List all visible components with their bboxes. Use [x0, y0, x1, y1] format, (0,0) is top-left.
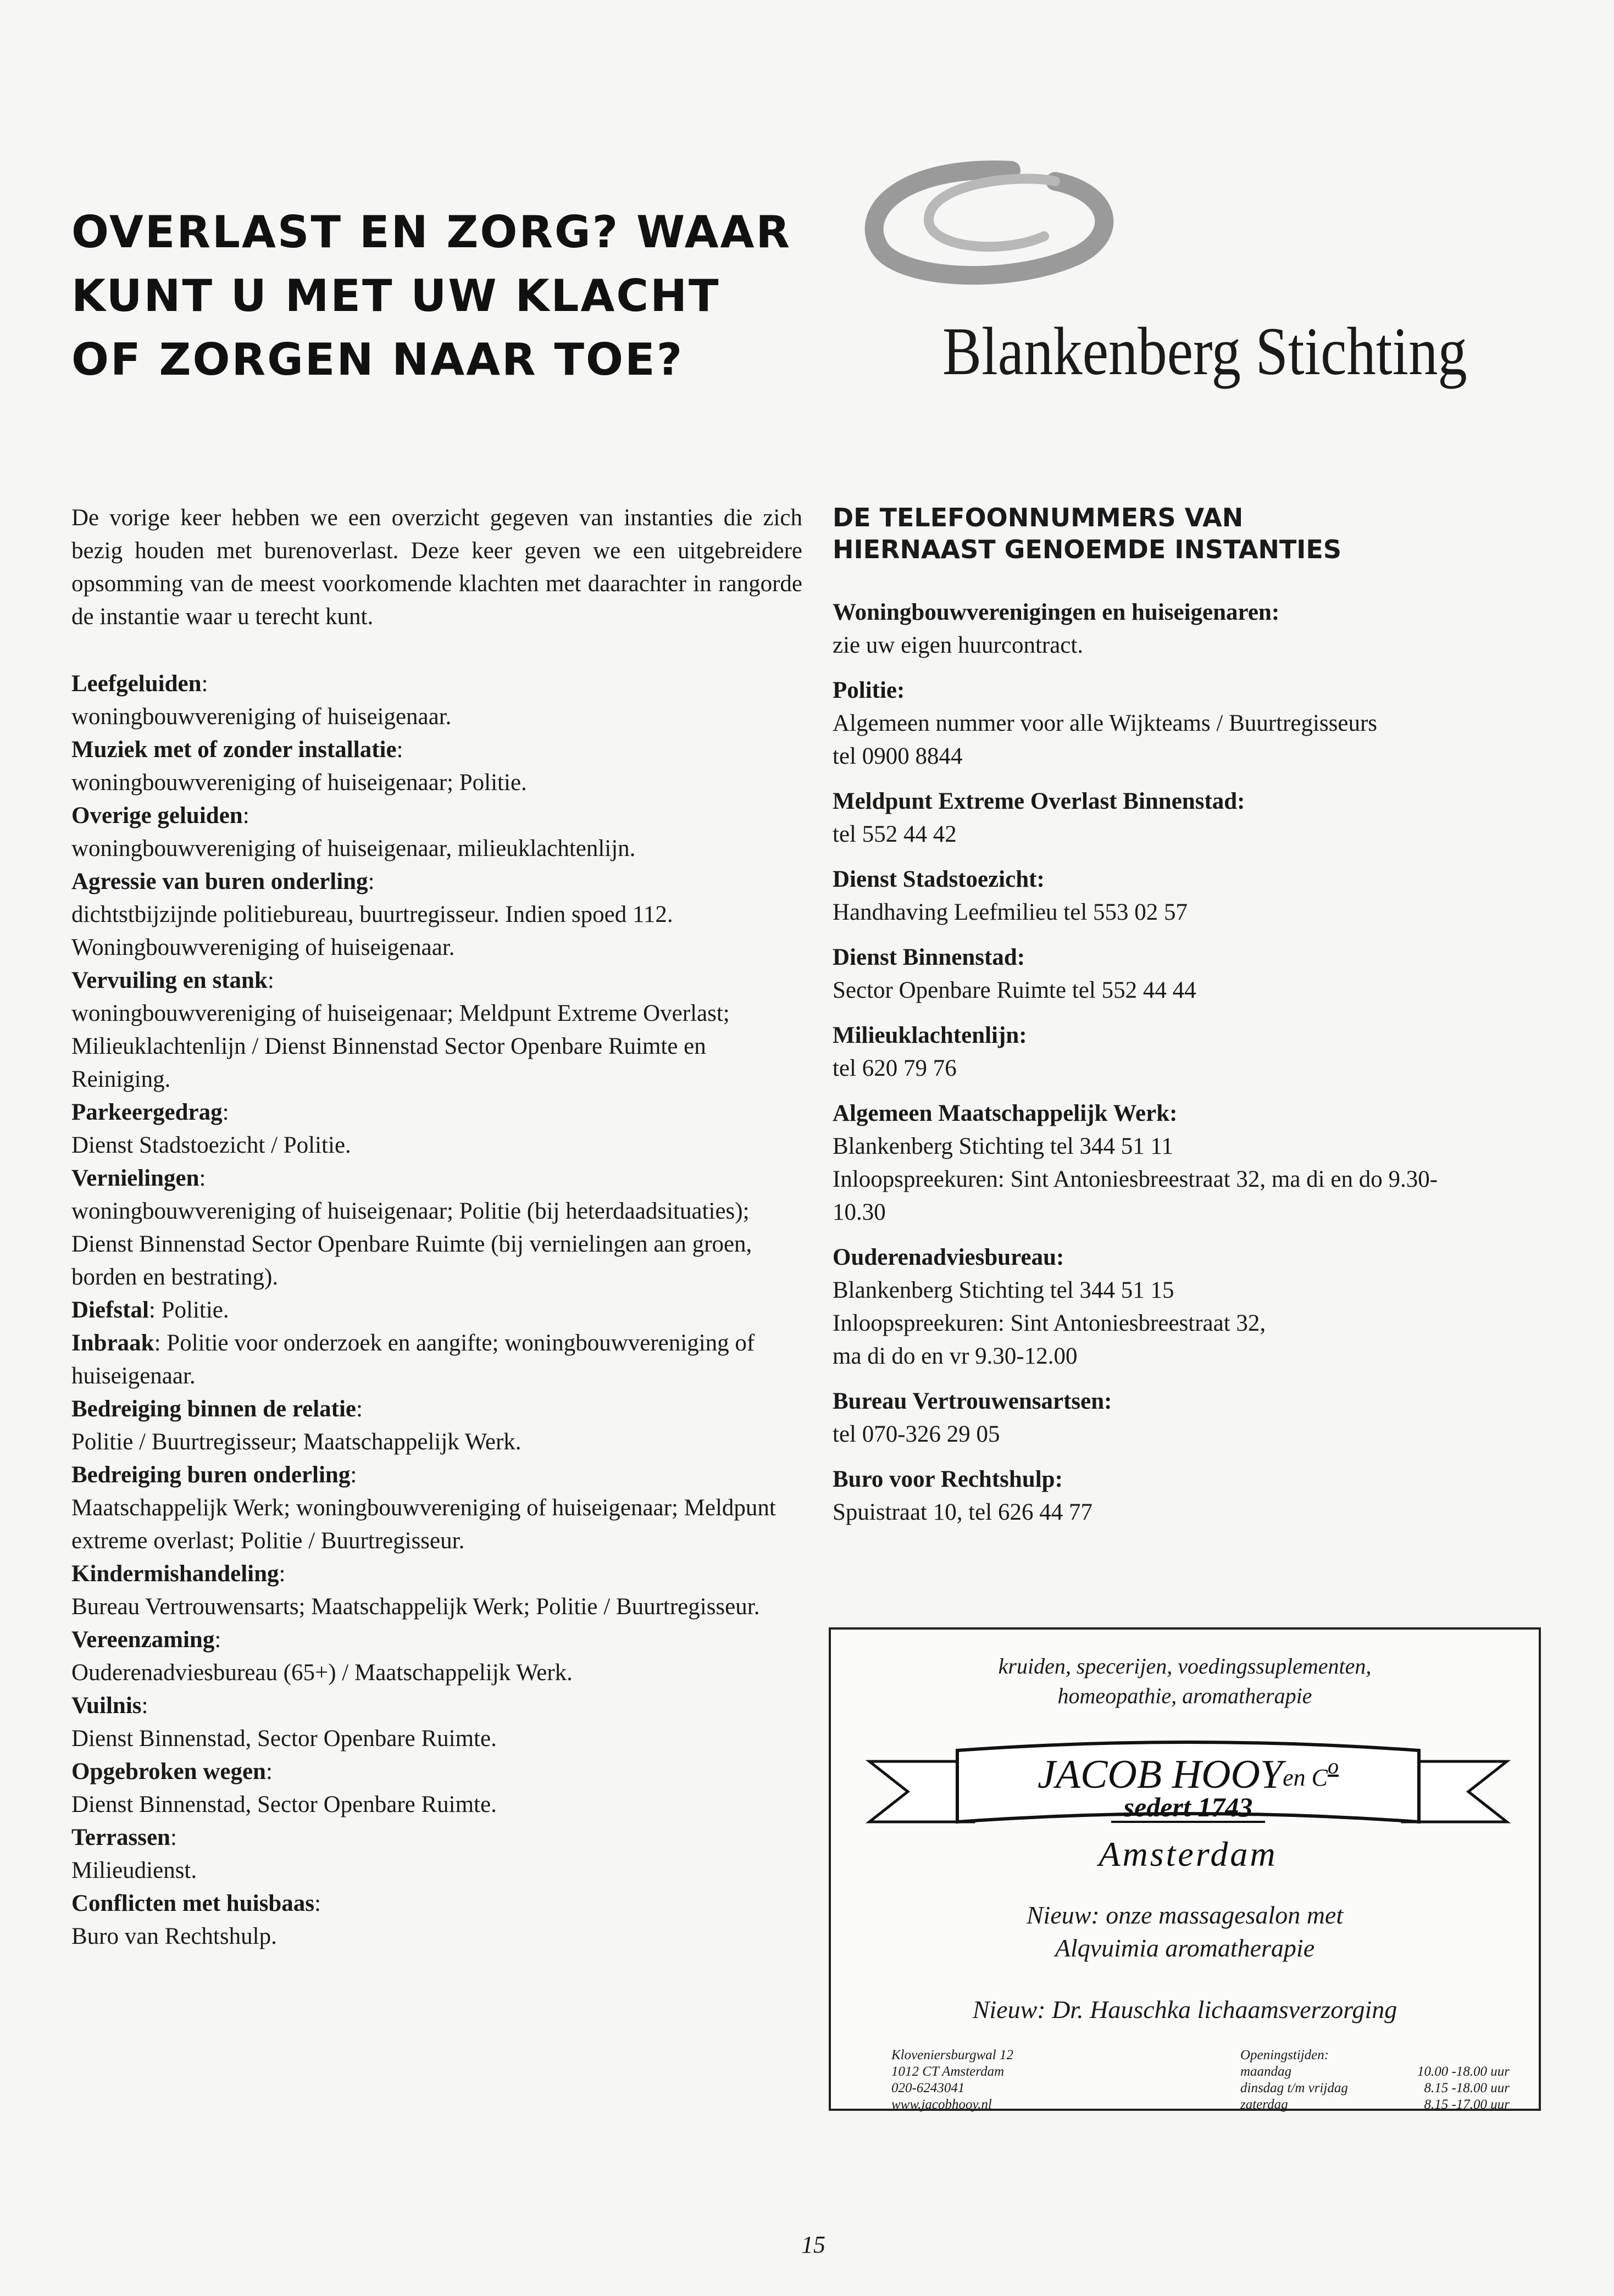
hours-time: 8.15 -17.00 uur: [1424, 2097, 1510, 2112]
complaint-entry: [71, 1096, 802, 1162]
colon: :: [201, 671, 208, 697]
contact-detail: ma di do en vr 9.30-12.00: [833, 1343, 1078, 1369]
ad-new-line: Nieuw: onze massagesalon met: [1026, 1901, 1344, 1929]
complaint-label: Conflicten met huisbaas: [71, 1891, 314, 1916]
complaint-authority: Dienst Stadstoezicht / Politie.: [71, 1132, 351, 1158]
complaint-authority: Dienst Binnenstad, Sector Openbare Ruimte.: [71, 1792, 497, 1817]
complaint-authority: Buro van Rechtshulp.: [71, 1923, 277, 1949]
contact-detail: zie uw eigen huurcontract.: [833, 632, 1084, 658]
heading-line: DE TELEFOONNUMMERS VAN: [833, 503, 1244, 532]
page-number: 15: [801, 2231, 825, 2258]
colon: :: [265, 1759, 273, 1784]
contact-entry: [833, 1241, 1541, 1373]
complaint-label: Parkeergedrag: [71, 1099, 223, 1125]
ad-opening-hours: [1235, 2064, 1510, 2113]
contact-label: Woningbouwverenigingen en huiseigenaren:: [833, 599, 1280, 625]
contact-detail: Blankenberg Stichting tel 344 51 11: [833, 1133, 1173, 1159]
phone-numbers-heading: [833, 502, 1541, 565]
colon: :: [170, 1825, 177, 1850]
ad-tagline: [831, 1652, 1539, 1711]
complaint-entry: [71, 1459, 802, 1558]
complaint-entry: [71, 1162, 802, 1294]
contact-detail: Sector Openbare Ruimte tel 552 44 44: [833, 977, 1196, 1003]
ad-address-line: 1012 CT Amsterdam: [891, 2064, 1005, 2079]
banner-year: sedert 1743: [1123, 1792, 1253, 1822]
contact-entry: [833, 941, 1541, 1007]
colon: :: [214, 1627, 221, 1653]
complaint-entry: [71, 964, 802, 1096]
ad-new-massage: [831, 1899, 1539, 1965]
contact-label: Algemeen Maatschappelijk Werk:: [833, 1100, 1178, 1126]
complaint-authority: dichtstbijzijnde politiebureau, buurtregisseur. Indien spoed 112. Woningbouwvereniging of huiseigenaar.: [71, 902, 673, 960]
contact-label: Dienst Stadstoezicht:: [833, 866, 1045, 892]
ad-website: www.jacobhooy.nl: [891, 2097, 992, 2112]
ad-tagline-line: homeopathie, aromatherapie: [1057, 1683, 1312, 1708]
contact-detail: Inloopspreekuren: Sint Antoniesbreestraat 32, ma di en do 9.30-: [833, 1166, 1438, 1192]
contact-detail: tel 070-326 29 05: [833, 1421, 1000, 1447]
complaint-label: Vuilnis: [71, 1693, 142, 1719]
complaint-label: Terrassen: [71, 1825, 170, 1850]
hours-day: zaterdag: [1240, 2097, 1288, 2112]
complaint-label: Vervuiling en stank: [71, 968, 268, 993]
complaint-entry: [71, 1558, 802, 1624]
colon: :: [154, 1330, 167, 1356]
contact-detail: Spuistraat 10, tel 626 44 77: [833, 1499, 1092, 1525]
contact-detail: Blankenberg Stichting tel 344 51 15: [833, 1277, 1174, 1303]
contact-label: Ouderenadviesbureau:: [833, 1244, 1064, 1270]
complaint-authority: woningbouwvereniging of huiseigenaar, milieuklachtenlijn.: [71, 836, 636, 861]
ad-tagline-line: kruiden, specerijen, voedingssuplementen,: [998, 1654, 1372, 1678]
complaint-entry: [71, 799, 802, 865]
contact-detail: Algemeen nummer voor alle Wijkteams / Buurtregisseurs: [833, 710, 1378, 736]
complaint-authority: Politie / Buurtregisseur; Maatschappelijk Werk.: [71, 1429, 522, 1455]
colon: :: [242, 803, 249, 829]
complaint-entry: [71, 1821, 802, 1887]
intro-paragraph: De vorige keer hebben we een overzicht gegeven van instanties die zich bezig houden met burenoverlast. Deze keer geven we een uitgebreidere opsomming van de meest voorkomende klachten met daarachter in rangorde de instantie waar u terecht kunt.: [71, 505, 802, 630]
contact-detail: Inloopspreekuren: Sint Antoniesbreestraat 32,: [833, 1310, 1266, 1336]
hours-time: 10.00 -18.00 uur: [1417, 2064, 1510, 2079]
contact-label: Milieuklachtenlijn:: [833, 1022, 1027, 1048]
logo-wordmark: Blankenberg Stichting: [942, 314, 1467, 389]
ad-hours-title: Openingstijden:: [1240, 2048, 1329, 2062]
colon: :: [350, 1462, 357, 1488]
banner-suffix-text: en C: [1283, 1764, 1328, 1791]
hours-time: 8.15 -18.00 uur: [1424, 2081, 1510, 2095]
contact-detail: tel 552 44 42: [833, 821, 957, 847]
ad-new-hauschka: Nieuw: Dr. Hauschka lichaamsverzorging: [972, 1995, 1397, 2023]
colon: :: [222, 1099, 229, 1125]
colon: :: [396, 737, 403, 763]
colon: :: [279, 1561, 286, 1587]
complaint-label: Diefstal: [71, 1297, 149, 1323]
complaint-label: Inbraak: [71, 1330, 154, 1356]
complaint-label: Vereenzaming: [71, 1627, 215, 1653]
contact-detail: 10.30: [833, 1199, 886, 1225]
contact-entry: [833, 1463, 1541, 1529]
hours-day: dinsdag t/m vrijdag: [1240, 2081, 1348, 2095]
colon: :: [148, 1297, 162, 1323]
contact-label: Meldpunt Extreme Overlast Binnenstad:: [833, 788, 1245, 814]
complaint-entry: [71, 1689, 802, 1755]
jacob-hooy-advertisement: [829, 1627, 1541, 2111]
contact-entry: [833, 1385, 1541, 1451]
complaints-list: [71, 668, 802, 1953]
colon: :: [368, 869, 375, 894]
contact-label: Politie:: [833, 677, 905, 703]
complaint-label: Muziek met of zonder installatie: [71, 737, 397, 763]
complaint-label: Bedreiging buren onderling: [71, 1462, 351, 1488]
contacts-list: [833, 596, 1541, 1529]
complaint-entry: [71, 865, 802, 964]
complaint-label: Kindermishandeling: [71, 1561, 279, 1587]
complaint-authority: Ouderenadviesbureau (65+) / Maatschappelijk Werk.: [71, 1660, 573, 1686]
contact-detail: tel 0900 8844: [833, 743, 963, 769]
ribbon-banner-logo: [864, 1739, 1512, 1888]
colon: :: [199, 1165, 206, 1191]
hours-row: [1235, 2064, 1510, 2080]
complaint-label: Leefgeluiden: [71, 671, 202, 697]
complaint-entry: [71, 1755, 802, 1821]
banner-city: Amsterdam: [1099, 1834, 1278, 1874]
complaint-authority: Bureau Vertrouwensarts; Maatschappelijk Werk; Politie / Buurtregisseur.: [71, 1594, 760, 1620]
complaint-label: Vernielingen: [71, 1165, 199, 1191]
complaint-entry: [71, 733, 802, 799]
complaint-authority: Politie voor onderzoek en aangifte; woningbouwvereniging of huiseigenaar.: [71, 1330, 755, 1389]
ad-address-line: 020-6243041: [891, 2081, 965, 2095]
contact-detail: tel 620 79 76: [833, 1055, 957, 1081]
complaint-entry: [71, 1393, 802, 1459]
contact-label: Bureau Vertrouwensartsen:: [833, 1388, 1112, 1414]
contact-entry: [833, 1019, 1541, 1085]
complaint-label: Opgebroken wegen: [71, 1759, 266, 1784]
complaint-entry: [71, 1294, 802, 1327]
colon: :: [267, 968, 274, 993]
contact-entry: [833, 674, 1541, 773]
complaint-entry: [71, 1624, 802, 1689]
complaint-authority: Dienst Binnenstad, Sector Openbare Ruimte.: [71, 1726, 497, 1752]
ad-address-line: Kloveniersburgwal 12: [891, 2048, 1013, 2062]
colon: :: [314, 1891, 321, 1916]
headline-line: OVERLAST EN ZORG? WAAR: [71, 207, 792, 258]
complaint-entry: [71, 1327, 802, 1393]
contact-entry: [833, 596, 1541, 662]
complaint-authority: woningbouwvereniging of huiseigenaar; Politie.: [71, 770, 527, 796]
headline-line: OF ZORGEN NAAR TOE?: [71, 334, 684, 385]
contact-entry: [833, 863, 1541, 929]
ad-new-line: Alqvuimia aromatherapie: [1055, 1934, 1315, 1962]
banner-sup-text: o: [1327, 1754, 1339, 1778]
contact-detail: Handhaving Leefmilieu tel 553 02 57: [833, 899, 1188, 925]
complaint-authority: woningbouwvereniging of huiseigenaar.: [71, 704, 452, 730]
complaint-authority: Milieudienst.: [71, 1858, 197, 1883]
contact-label: Buro voor Rechtshulp:: [833, 1466, 1063, 1492]
complaint-label: Overige geluiden: [71, 803, 243, 829]
headline: [71, 201, 846, 392]
hours-row: [1235, 2097, 1510, 2113]
ad-address: [891, 2047, 1013, 2113]
phone-numbers-column: [833, 502, 1541, 1541]
complaint-authority: Maatschappelijk Werk; woningbouwvereniging of huiseigenaar; Meldpunt extreme overlast; Politie / Buurtregisseur.: [71, 1495, 776, 1554]
heading-line: HIERNAAST GENOEMDE INSTANTIES: [833, 535, 1341, 564]
complaint-entry: [71, 668, 802, 733]
hours-day: maandag: [1240, 2064, 1292, 2079]
complaint-authority: Politie.: [161, 1297, 229, 1323]
complaint-label: Bedreiging binnen de relatie: [71, 1396, 357, 1422]
colon: :: [356, 1396, 363, 1422]
complaint-authority: woningbouwvereniging of huiseigenaar; Meldpunt Extreme Overlast; Milieuklachtenlijn / Dienst Binnenstad Sector Openbare Ruimte en Reiniging.: [71, 1000, 730, 1092]
contact-entry: [833, 785, 1541, 851]
complaints-column: [71, 502, 802, 1953]
colon: :: [141, 1693, 148, 1719]
complaint-entry: [71, 1887, 802, 1953]
banner-name-text: JACOB HOOY: [1038, 1752, 1283, 1797]
complaint-label: Agressie van buren onderling: [71, 869, 368, 894]
complaint-authority: woningbouwvereniging of huiseigenaar; Politie (bij heterdaadsituaties); Dienst Binnenstad Sector Openbare Ruimte (bij vernielingen aan groen, borden en bestrating).: [71, 1198, 752, 1290]
hours-row: [1235, 2080, 1510, 2097]
headline-line: KUNT U MET UW KLACHT: [71, 270, 720, 321]
swirl-logo-icon: [846, 159, 1132, 297]
contact-entry: [833, 1097, 1541, 1229]
contact-label: Dienst Binnenstad:: [833, 944, 1025, 970]
